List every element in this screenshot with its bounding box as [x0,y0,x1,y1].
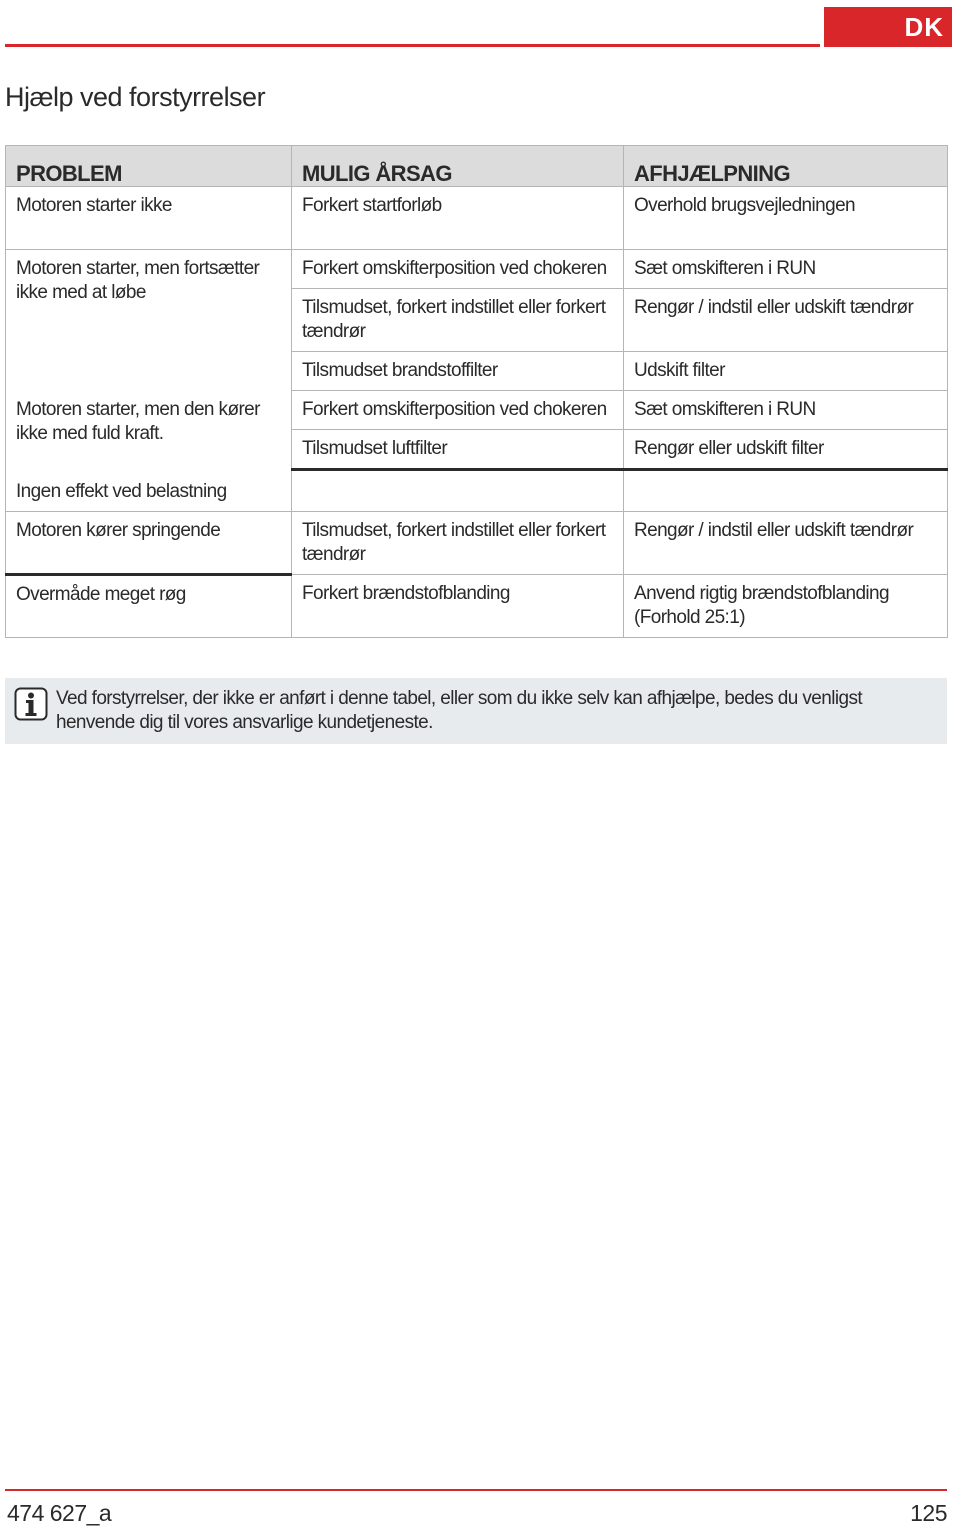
cause-cell: Forkert startforløb [292,187,624,250]
remedy-cell: Udskift filter [624,352,948,391]
info-icon [14,687,48,721]
table-row [6,511,948,574]
remedy-cell: Anvend rigtig brændstofblanding (Forhold 25:1) [624,574,948,637]
table-row [6,574,948,637]
remedy-cell [624,470,948,512]
info-note-text: Ved forstyrrelser, der ikke er anført i denne tabel, eller som du ikke selv kan afhjælpe, bedes du venligst henvende dig til vores ansvarlige kundetjeneste. [56,688,863,733]
page-title: Hjælp ved forstyrrelser [5,82,266,112]
cause-cell: Tilsmudset, forkert indstillet eller forkert tændrør [292,289,624,352]
cause-cell [292,470,624,512]
column-header-cause: MULIG ÅRSAG [292,146,624,187]
table-row [6,391,948,430]
troubleshooting-table [5,145,948,638]
cause-cell: Tilsmudset luftfilter [292,430,624,470]
top-rule [5,44,820,47]
problem-cell: Motoren starter ikke [6,187,292,250]
cause-cell: Forkert omskifterposition ved chokeren [292,250,624,289]
problem-cell: Overmåde meget røg [6,574,292,637]
cause-cell: Forkert omskifterposition ved chokeren [292,391,624,430]
remedy-cell: Sæt omskifteren i RUN [624,391,948,430]
remedy-cell: Rengør / indstil eller udskift tændrør [624,511,948,574]
problem-cell: Motoren starter, men den kører ikke med fuld kraft. [6,391,292,470]
remedy-cell: Sæt omskifteren i RUN [624,250,948,289]
info-note [5,678,947,744]
column-header-remedy: AFHJÆLPNING [624,146,948,187]
remedy-cell: Rengør / indstil eller udskift tændrør [624,289,948,352]
problem-cell: Ingen effekt ved belastning [6,470,292,512]
remedy-cell: Rengør eller udskift filter [624,430,948,470]
table-row [6,470,948,512]
table-row [6,187,948,250]
problem-cell: Motoren starter, men fortsætter ikke med at løbe [6,250,292,391]
column-header-problem: PROBLEM [6,146,292,187]
cause-cell: Tilsmudset brandstoffilter [292,352,624,391]
table-row [6,250,948,289]
language-badge: DK [824,7,952,47]
bottom-rule [5,1489,947,1491]
document-number: 474 627_a [7,1500,112,1526]
cause-cell: Forkert brændstofblanding [292,574,624,637]
page-number: 125 [910,1500,947,1526]
problem-cell: Motoren kører springende [6,511,292,574]
remedy-cell: Overhold brugsvejledningen [624,187,948,250]
cause-cell: Tilsmudset, forkert indstillet eller forkert tændrør [292,511,624,574]
